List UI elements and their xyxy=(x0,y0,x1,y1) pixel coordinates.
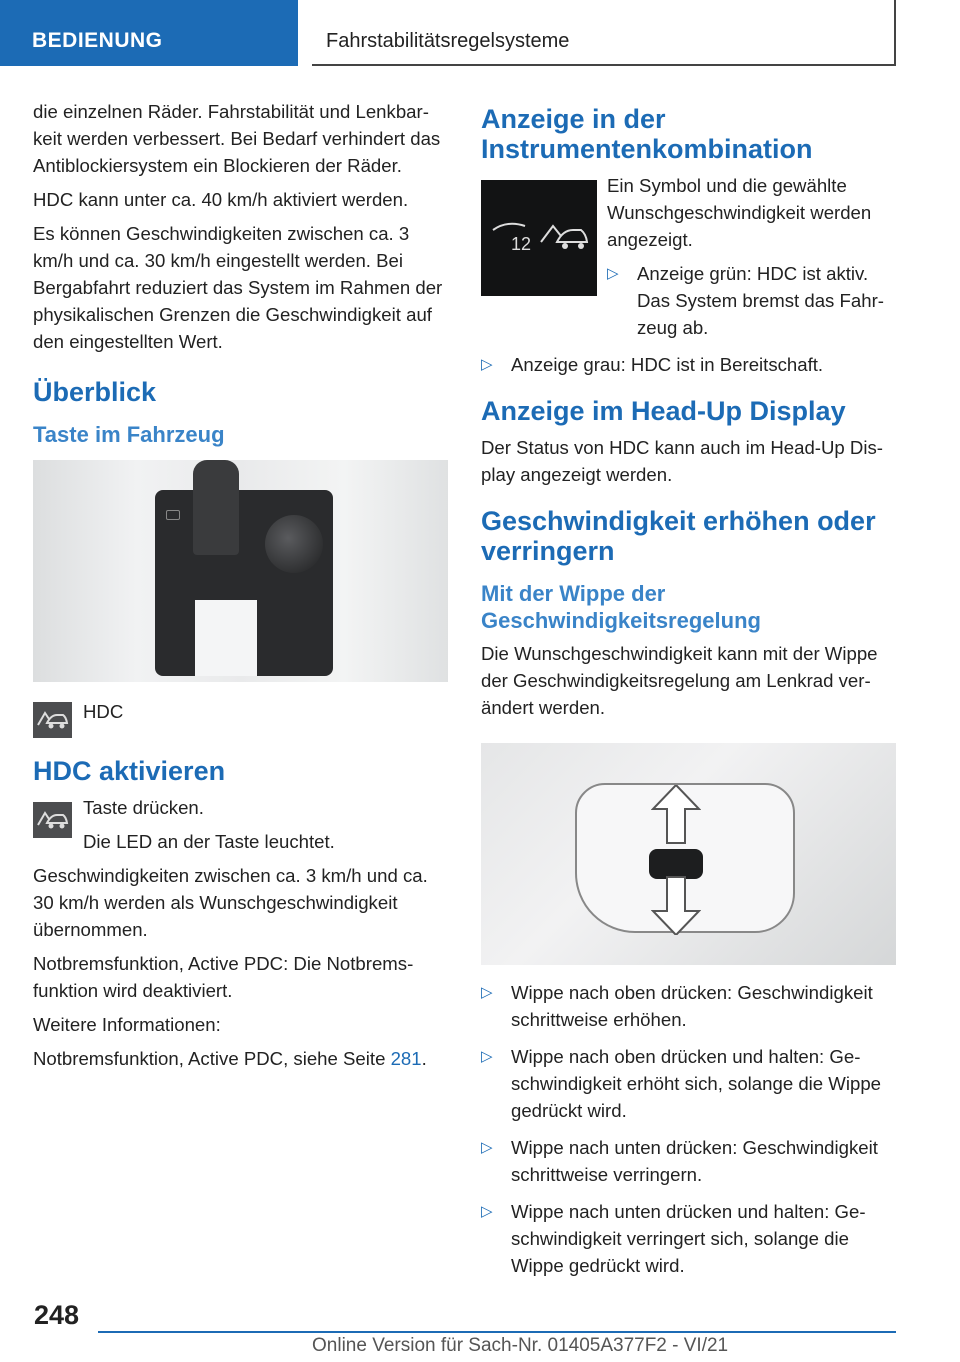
heading-activate-hdc: HDC aktivieren xyxy=(33,756,226,786)
paragraph: Notbremsfunktion, Active PDC: Die Notbremsfunktion wird deaktiviert. xyxy=(33,953,414,1001)
rocker-list xyxy=(481,979,896,1279)
paragraph: Der Status von HDC kann auch im Head-Up Display angezeigt werden. xyxy=(481,437,883,485)
chapter-title: Fahrstabilitätsregelsysteme xyxy=(326,30,570,52)
heading-head-up-display: Anzeige im Head-Up Display xyxy=(481,396,846,426)
reference-paragraph xyxy=(33,1045,448,1072)
triangle-right-icon: ▷ xyxy=(481,984,493,1001)
console-tray xyxy=(195,600,257,676)
hill-descent-car-icon xyxy=(33,702,72,738)
reference-text: Notbremsfunktion, Active PDC, siehe Seite xyxy=(33,1048,391,1069)
list-item: ▷ Wippe nach unten drücken und halten: Geschwindigkeit verringert sich, solange die Wippe gedrückt wird. xyxy=(481,1198,896,1279)
list-item: ▷ Anzeige grau: HDC ist in Bereitschaft. xyxy=(481,351,896,378)
page-link[interactable]: 281 xyxy=(390,1048,422,1069)
paragraph: Es können Geschwindigkeiten zwischen ca. 3 km/h und ca. 30 km/h eingestellt werden. Bei Bergabfahrt reduziert das System im Rahmen der physikalischen Grenzen die Geschwindigkeit auf den eingestellten Wert. xyxy=(33,223,443,352)
heading-rocker: Mit der Wippe der Geschwindigkeitsregelung xyxy=(481,581,761,633)
activate-steps xyxy=(33,794,448,862)
controller-knob xyxy=(265,515,323,573)
heading-button-in-vehicle: Taste im Fahrzeug xyxy=(33,422,225,447)
triangle-right-icon: ▷ xyxy=(481,1203,493,1220)
up-down-arrows-icon xyxy=(651,785,701,935)
hdc-button-graphic xyxy=(166,510,180,520)
hdc-label: HDC xyxy=(83,701,124,722)
heading-speed-adjust: Geschwindigkeit erhöhen oder verringern xyxy=(481,506,876,566)
paragraph: Weitere Informationen: xyxy=(33,1014,221,1035)
paragraph: Geschwindigkeiten zwischen ca. 3 km/h und ca. 30 km/h werden als Wunschgeschwindigkeit übernommen. xyxy=(33,865,428,940)
hill-descent-car-icon xyxy=(33,802,72,838)
gear-selector xyxy=(193,460,239,555)
footer-version-text: Online Version für Sach-Nr. 01405A377F2 - VI/21 xyxy=(312,1335,729,1356)
heading-instrument-cluster: Anzeige in der Instrumentenkombination xyxy=(481,104,813,164)
cluster-display-image xyxy=(481,180,597,296)
cluster-list-2 xyxy=(481,351,896,378)
list-item: ▷ Wippe nach unten drücken: Geschwindigkeit schrittweise verringern. xyxy=(481,1134,896,1188)
step-led-lights: Die LED an der Taste leuchtet. xyxy=(83,831,335,852)
cluster-speed-value: 12 xyxy=(511,234,532,254)
list-item: ▷ Anzeige grün: HDC ist aktiv. Das System bremst das Fahrzeug ab. xyxy=(607,260,896,341)
right-column xyxy=(481,98,896,1289)
reference-end: . xyxy=(421,1048,427,1069)
paragraph: Die Wunschgeschwindigkeit kann mit der Wippe der Geschwindigkeitsregelung am Lenkrad verändert werden. xyxy=(481,643,878,718)
steering-wheel-photo xyxy=(481,743,896,965)
triangle-right-icon: ▷ xyxy=(607,265,619,282)
section-tab xyxy=(0,0,298,66)
triangle-right-icon: ▷ xyxy=(481,356,493,373)
triangle-right-icon: ▷ xyxy=(481,1048,493,1065)
cluster-display-block xyxy=(481,172,896,351)
paragraph: HDC kann unter ca. 40 km/h aktiviert werden. xyxy=(33,189,409,210)
list-item: ▷ Wippe nach oben drücken: Geschwindigkeit schrittweise erhöhen. xyxy=(481,979,896,1033)
center-console-photo xyxy=(33,460,448,682)
hdc-label-row xyxy=(33,702,448,738)
cluster-intro: Ein Symbol und die gewählte Wunschgeschwindigkeit werden angezeigt. xyxy=(607,175,872,250)
chapter-header xyxy=(312,0,896,66)
step-press-button: Taste drücken. xyxy=(83,797,204,818)
paragraph: die einzelnen Räder. Fahrstabilität und Lenkbarkeit werden verbessert. Bei Bedarf verhindert das Antiblockiersystem ein Blockieren der Räder. xyxy=(33,101,441,176)
footer-rule xyxy=(98,1331,896,1333)
triangle-right-icon: ▷ xyxy=(481,1139,493,1156)
list-item: ▷ Wippe nach oben drücken und halten: Geschwindigkeit erhöht sich, solange die Wippe gedrückt wird. xyxy=(481,1043,896,1124)
page-number: 248 xyxy=(34,1300,80,1330)
left-column xyxy=(33,98,448,1079)
section-title: BEDIENUNG xyxy=(32,29,163,52)
cluster-list xyxy=(607,260,896,341)
heading-overview: Überblick xyxy=(33,377,157,407)
